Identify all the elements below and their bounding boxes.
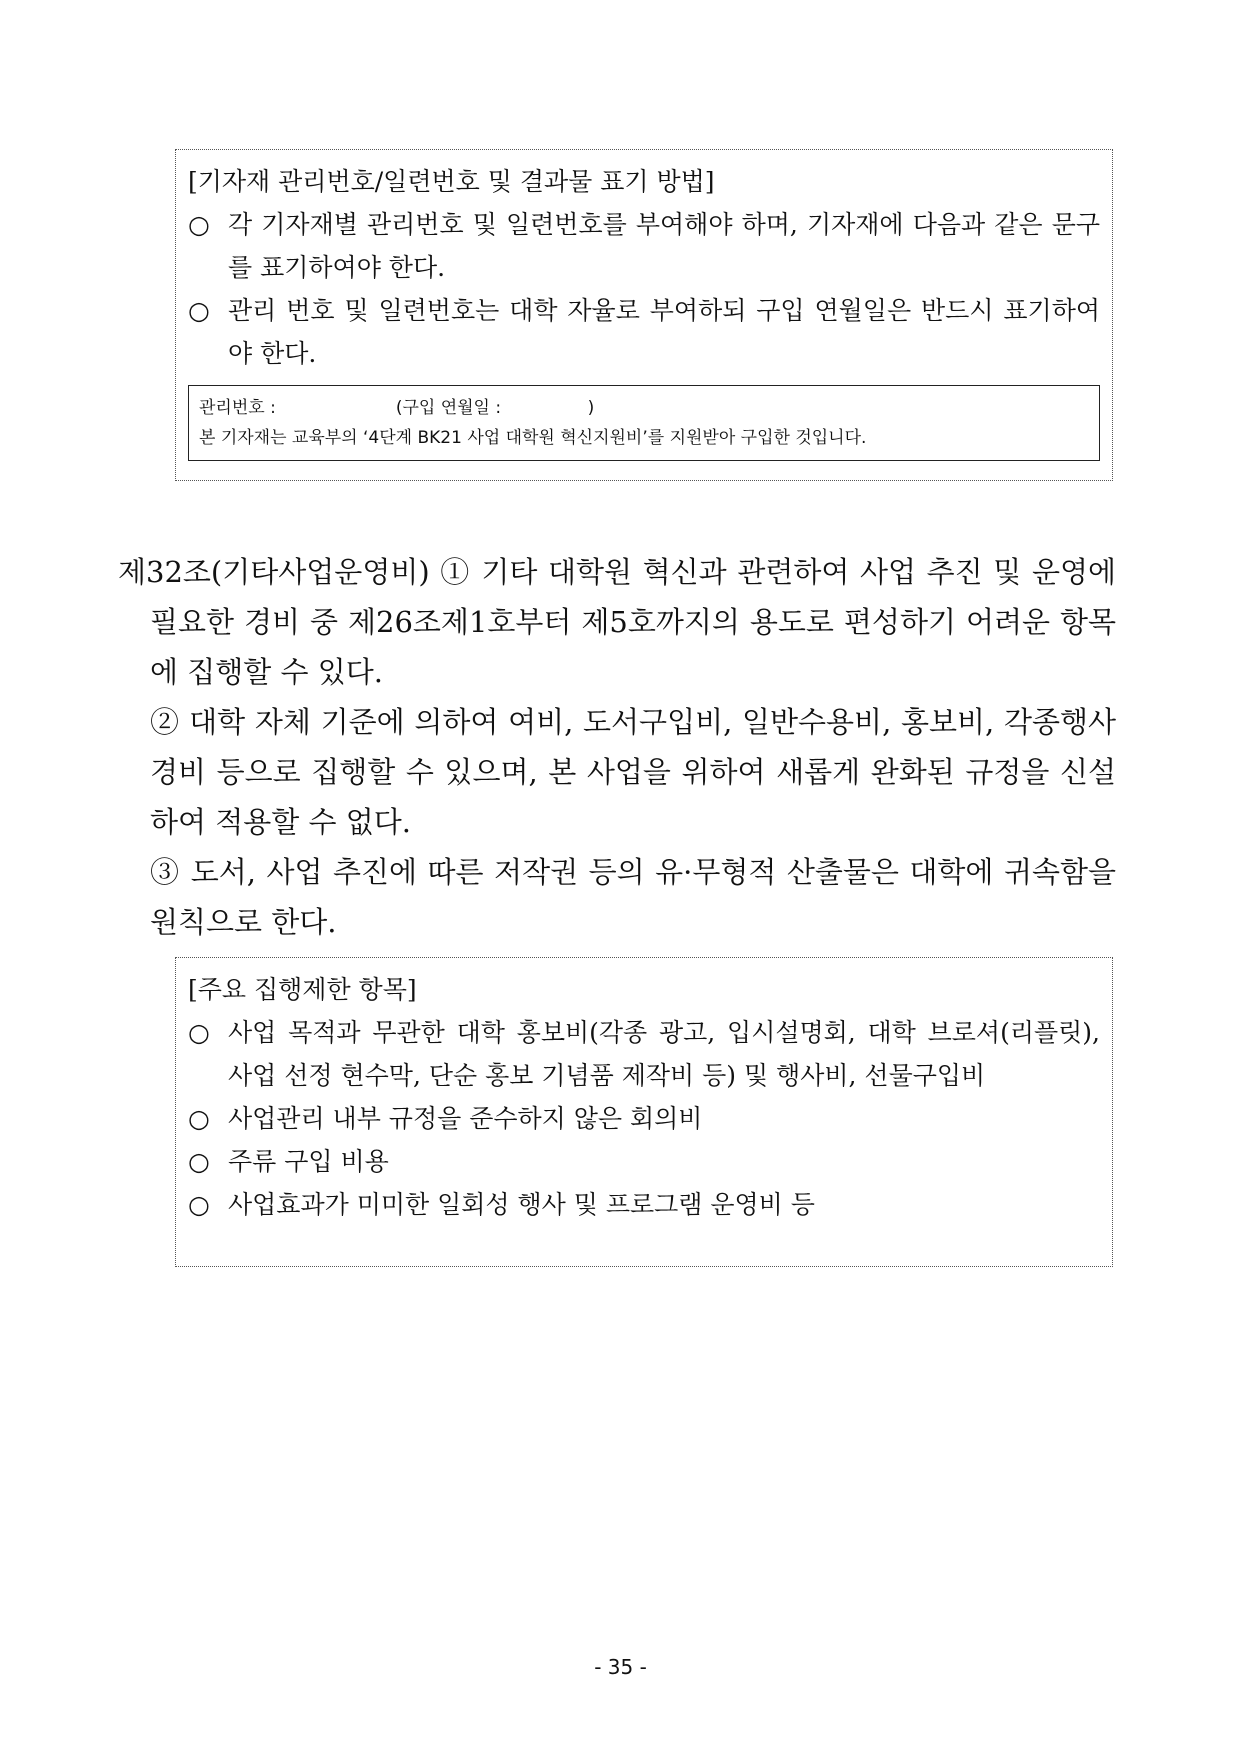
circle-bullet-icon: ○ [188, 1104, 210, 1133]
label-row-notice: 본 기자재는 교육부의 ‘4단계 BK21 사업 대학원 혁신지원비’를 지원받아 구입한 것입니다. [199, 428, 867, 448]
bullet-text: 주류 구입 비용 [228, 1147, 389, 1176]
article-32 [118, 547, 1116, 947]
article-heading-paragraph: 제32조(기타사업운영비) ① 기타 대학원 혁신과 관련하여 사업 추진 및 운영에 필요한 경비 중 제26조제1호부터 제5호까지의 용도로 편성하기 어려운 항목에 집행할 수 있다. [118, 555, 1116, 689]
purchase-date-label: (구입 연월일 : ) [395, 398, 595, 418]
circle-bullet-icon: ○ [188, 1190, 210, 1219]
bullet-text: 각 기자재별 관리번호 및 일련번호를 부여해야 하며, 기자재에 다음과 같은 문구를 표기하여야 한다. [228, 210, 1100, 282]
box-title: [기자재 관리번호/일련번호 및 결과물 표기 방법] [188, 167, 715, 196]
article-paragraph-2: ② 대학 자체 기준에 의하여 여비, 도서구입비, 일반수용비, 홍보비, 각종행사경비 등으로 집행할 수 있으며, 본 사업을 위하여 새롭게 완화된 규정을 신설하여 적용할 수 없다. [150, 705, 1116, 839]
page-number: - 35 - [594, 1655, 647, 1679]
article-paragraph-3: ③ 도서, 사업 추진에 따른 저작권 등의 유·무형적 산출물은 대학에 귀속함을 원칙으로 한다. [150, 855, 1116, 939]
list-item [188, 289, 1100, 375]
box-title: [주요 집행제한 항목] [188, 975, 417, 1004]
label-sample-box [188, 385, 1100, 461]
equipment-labeling-box [175, 149, 1113, 481]
bullet-text: 관리 번호 및 일련번호는 대학 자율로 부여하되 구입 연월일은 반드시 표기하여야 한다. [228, 296, 1100, 368]
list-item [188, 203, 1100, 289]
list-item [188, 1183, 1100, 1226]
circle-bullet-icon: ○ [188, 210, 210, 239]
restricted-items-box [175, 957, 1113, 1267]
bullet-text: 사업관리 내부 규정을 준수하지 않은 회의비 [228, 1104, 703, 1133]
circle-bullet-icon: ○ [188, 1018, 210, 1047]
circle-bullet-icon: ○ [188, 1147, 210, 1176]
list-item [188, 1140, 1100, 1183]
management-number-label: 관리번호 : [199, 398, 276, 418]
bullet-text: 사업효과가 미미한 일회성 행사 및 프로그램 운영비 등 [228, 1190, 815, 1219]
list-item [188, 1011, 1100, 1097]
circle-bullet-icon: ○ [188, 296, 210, 325]
bullet-text: 사업 목적과 무관한 대학 홍보비(각종 광고, 입시설명회, 대학 브로셔(리플릿), 사업 선정 현수막, 단순 홍보 기념품 제작비 등) 및 행사비, 선물구입비 [228, 1018, 1100, 1090]
label-row-management [199, 393, 1089, 423]
list-item [188, 1097, 1100, 1140]
